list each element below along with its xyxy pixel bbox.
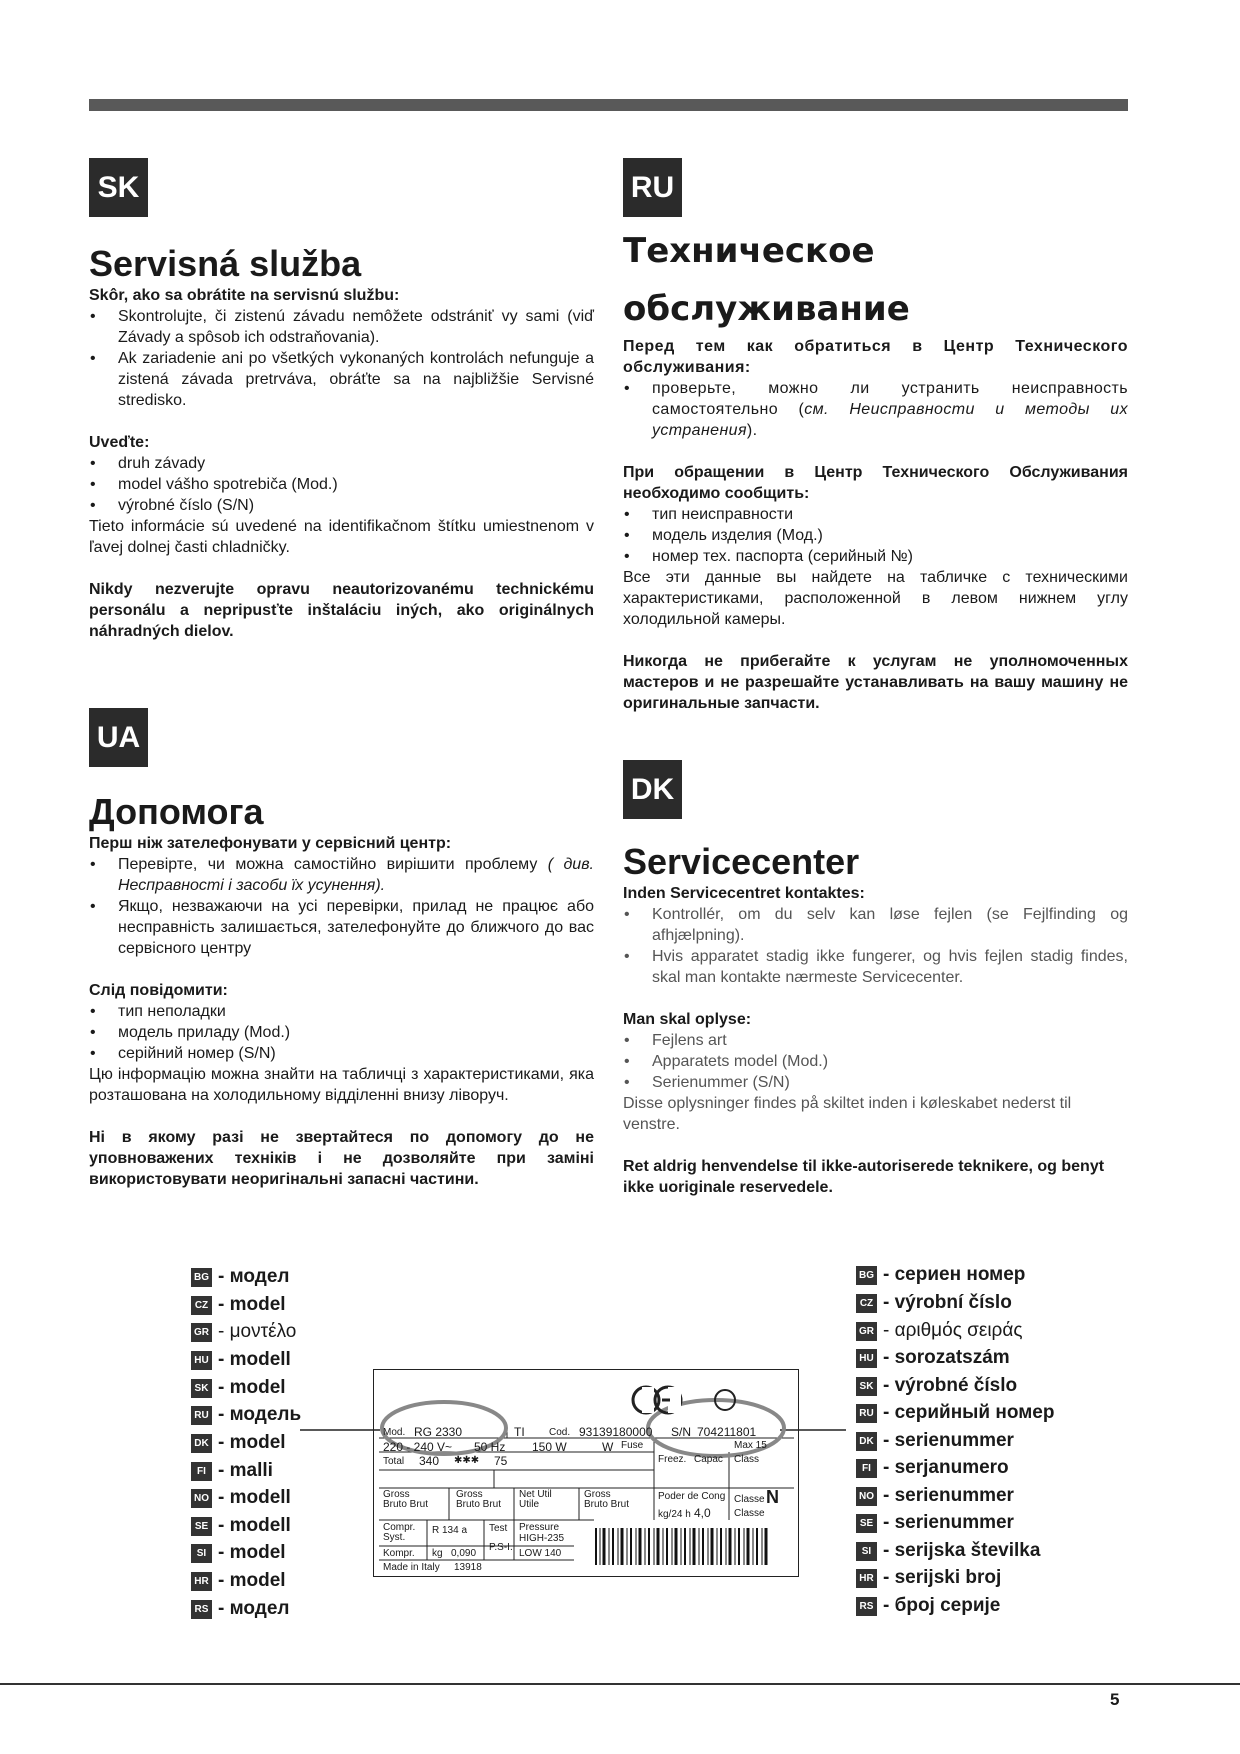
list-item: • Serienummer (S/N) [623, 1072, 1128, 1093]
sk-title: Servisná služba [89, 243, 362, 284]
label-text: - модел [218, 1598, 290, 1619]
plate-watts: 150 W [532, 1440, 567, 1454]
label-text: - μοντέλο [218, 1321, 297, 1342]
plate-classe-1: Classe [734, 1494, 765, 1505]
plate-made-in: Made in Italy [383, 1562, 440, 1573]
sk-info-note: Tieto informácie sú uvedené na identifikačnom štítku umiestnenom v ľavej dolnej časti chladničky. [89, 518, 594, 556]
ua-bullet1-ref: ( див. Несправності і засоби їх усунення). [118, 856, 595, 894]
plate-ti: TI [514, 1425, 525, 1439]
plate-net: Net Util Utile [519, 1489, 552, 1510]
label-text: - serienummer [883, 1512, 1014, 1533]
country-code: HU [191, 1351, 212, 1370]
plate-kompr: Kompr. [383, 1548, 415, 1559]
dk-title: Servicecenter [623, 841, 860, 882]
country-code: CZ [191, 1296, 212, 1315]
ru-warning: Никогда не прибегайте к услугам не уполномоченных мастеров и не разрешайте устанавливать на вашу машину не оригинальные запчасти. [623, 653, 1128, 712]
plate-sn-value: 704211801 [697, 1425, 757, 1439]
rating-plate [373, 1369, 799, 1577]
dk-info-note: Disse oplysninger findes på skiltet inden i køleskabet nederst til venstre. [623, 1095, 1072, 1133]
sk-warning: Nikdy nezverujte opravu neautorizovanému technickému personálu a nepripusťte inštaláciu iných, ako originálnych náhradných dielov. [89, 581, 594, 640]
plate-max: Max 15 [734, 1440, 767, 1451]
country-code: GR [191, 1323, 212, 1342]
plate-freezer-value: 75 [494, 1454, 508, 1468]
label-text: - модель [218, 1404, 302, 1425]
plate-w: W [602, 1440, 614, 1454]
plate-psi: P.S-I. [489, 1542, 513, 1553]
plate-test: Test [489, 1523, 508, 1534]
ru-bullet1-text: проверьте, можно ли устранить неисправность самостоятельно ( [652, 380, 1128, 418]
label-text: - model [218, 1377, 286, 1398]
label-text: - model [218, 1570, 286, 1591]
plate-hz: 50 Hz [474, 1440, 506, 1454]
label-text: - serienummer [883, 1430, 1014, 1451]
country-code: FI [856, 1459, 877, 1478]
country-code: HR [191, 1572, 212, 1591]
ua-warning: Ні в якому разі не звертайтеся по допомогу до не уповноважених техніків і не дозволяйте при заміні використовувати неоригінальні запасні частини. [89, 1129, 594, 1188]
plate-freez: Freez. [658, 1454, 687, 1465]
plate-low: LOW 140 [519, 1548, 562, 1559]
country-code: NO [856, 1487, 877, 1506]
plate-kg: kg [432, 1548, 443, 1559]
country-code: HR [856, 1569, 877, 1588]
plate-sn-label: S/N [671, 1425, 692, 1439]
label-text: - модел [218, 1266, 290, 1287]
ua-lead: Перш ніж зателефонувати у сервісний центр: [89, 835, 452, 852]
list-item: • модель приладу (Mod.) [89, 1022, 594, 1043]
footer-rule [0, 1683, 1240, 1685]
plate-fuse: Fuse [621, 1440, 644, 1451]
country-code: BG [191, 1268, 212, 1287]
list-item: • Якщо, незважаючи на усі перевірки, прилад не працює або несправність залишається, зателефонуйте до ближчого до вас сервісного центру [89, 896, 594, 959]
ru-info-heading: При обращении в Центр Технического Обслуживания необходимо сообщить: [623, 464, 1128, 502]
plate-grid [374, 1370, 798, 1576]
list-item: • Kontrollér, om du selv kan løse fejlen (se Fejlfinding og afhjælpning). [623, 904, 1128, 946]
dk-warning: Ret aldrig henvendelse til ikke-autoriserede teknikere, og benyt ikke uoriginale reservedele. [623, 1158, 1105, 1196]
list-item: • модель изделия (Мод.) [623, 525, 1128, 546]
list-item: • Ak zariadenie ani po všetkých vykonaných kontrolách nefunguje a zistená závada pretrváva, obráťte sa na najbližšie Servisné stredisko. [89, 348, 594, 411]
plate-cong-value: 4,0 [694, 1506, 711, 1520]
plate-refrigerant: R 134 a [432, 1525, 468, 1536]
ua-bullet1-text: Перевірте, чи можна самостійно вирішити проблему [118, 856, 548, 873]
label-text: - výrobné číslo [883, 1375, 1018, 1396]
ru-title-line2: обслуживание [623, 289, 910, 329]
country-code: SE [191, 1517, 212, 1536]
country-code: FI [191, 1462, 212, 1481]
plate-capac: Capac [694, 1454, 723, 1465]
list-item: • Skontrolujte, či zistenú závadu nemôžete odstrániť vy sami (viď Závady a spôsob ich odstraňovania). [89, 306, 594, 348]
label-text: - serijski broj [883, 1567, 1002, 1588]
country-code: NO [191, 1489, 212, 1508]
country-code: RS [191, 1600, 212, 1619]
sk-info-heading: Uveďte: [89, 434, 150, 451]
list-item: • výrobné číslo (S/N) [89, 495, 594, 516]
dk-lead: Inden Servicecentret kontaktes: [623, 885, 865, 902]
plate-cod-label: Cod. [549, 1427, 571, 1438]
list-item: • druh závady [89, 453, 594, 474]
plate-kg24: kg/24 h [658, 1509, 691, 1520]
label-text: - modell [218, 1349, 291, 1370]
country-code: RS [856, 1597, 877, 1616]
label-text: - serienummer [883, 1485, 1014, 1506]
country-code: SE [856, 1514, 877, 1533]
ru-info-note: Все эти данные вы найдете на табличке с техническими характеристиками, расположенной в левом нижнем углу холодильной камеры. [623, 569, 1128, 628]
plate-gross-1: Gross Bruto Brut [383, 1489, 429, 1510]
list-item: • Fejlens art [623, 1030, 1128, 1051]
plate-poder: Poder de Cong [658, 1491, 726, 1502]
label-text: - серийный номер [883, 1402, 1055, 1423]
plate-classe-2: Classe [734, 1508, 765, 1519]
plate-compr: Compr. Syst. [383, 1522, 416, 1543]
label-text: - сериен номер [883, 1264, 1026, 1285]
country-code: HU [856, 1349, 877, 1368]
country-code: RU [191, 1406, 212, 1425]
sk-badge: SK [89, 158, 148, 217]
ua-info-heading: Слід повідомити: [89, 982, 228, 999]
dk-badge: DK [623, 760, 682, 819]
ua-info-note: Цю інформацію можна знайти на табличці з характеристиками, яка розташована на холодильному відділенні внизу ліворуч. [89, 1066, 594, 1104]
country-code: CZ [856, 1294, 877, 1313]
label-text: - malli [218, 1460, 273, 1481]
list-item: • номер тех. паспорта (серийный №) [623, 546, 1128, 567]
ua-badge: UA [89, 708, 148, 767]
list-item: • Apparatets model (Mod.) [623, 1051, 1128, 1072]
plate-cod-value: 93139180000 [579, 1425, 653, 1439]
list-item: • тип неисправности [623, 504, 1128, 525]
list-item: • Hvis apparatet stadig ikke fungerer, og hvis fejlen stadig findes, skal man kontakte nærmeste Servicecenter. [623, 946, 1128, 988]
plate-high: HIGH-235 [519, 1533, 565, 1544]
country-code: DK [191, 1434, 212, 1453]
label-text: - serijska številka [883, 1540, 1041, 1561]
plate-pressure: Pressure [519, 1522, 560, 1533]
plate-total-label: Total [383, 1456, 405, 1467]
dk-info-heading: Man skal oplyse: [623, 1011, 752, 1028]
country-code: SK [191, 1379, 212, 1398]
country-code: SI [191, 1544, 212, 1563]
ru-badge: RU [623, 158, 682, 217]
label-text: - број серије [883, 1595, 1001, 1616]
list-item: • тип неполадки [89, 1001, 594, 1022]
list-item: • model vášho spotrebiča (Mod.) [89, 474, 594, 495]
plate-kg-value: 0,090 [451, 1548, 477, 1559]
country-code: SI [856, 1542, 877, 1561]
plate-total-value: 340 [419, 1454, 440, 1468]
plate-class-value: N [766, 1487, 779, 1507]
plate-class-label: Class [734, 1454, 760, 1465]
plate-gross-3: Gross Bruto Brut [584, 1489, 630, 1510]
plate-made-code: 13918 [454, 1562, 482, 1573]
country-code: DK [856, 1432, 877, 1451]
label-text: - αριθμός σειράς [883, 1320, 1023, 1341]
label-text: - model [218, 1542, 286, 1563]
list-item: • серійний номер (S/N) [89, 1043, 594, 1064]
sk-lead: Skôr, ako sa obrátite na servisnú službu: [89, 287, 400, 304]
label-text: - modell [218, 1487, 291, 1508]
plate-voltage: 220 - 240 V~ [383, 1440, 453, 1454]
ru-bullet1-end: ). [746, 422, 758, 439]
country-code: RU [856, 1404, 877, 1423]
country-code: GR [856, 1322, 877, 1341]
label-text: - sorozatszám [883, 1347, 1010, 1368]
plate-mod-label: Mod. [383, 1427, 406, 1438]
plate-stars: ✱✱✱ [454, 1455, 480, 1466]
ua-title: Допомога [89, 791, 264, 832]
country-code: BG [856, 1266, 877, 1285]
label-text: - modell [218, 1515, 291, 1536]
country-code: SK [856, 1377, 877, 1396]
ru-lead: Перед тем как обратиться в Центр Технического обслуживания: [623, 338, 1128, 376]
page-number: 5 [1110, 1690, 1120, 1709]
label-text: - model [218, 1432, 286, 1453]
plate-mod-value: RG 2330 [414, 1425, 463, 1439]
ru-title-line1: Техническое [623, 231, 875, 271]
label-text: - výrobní číslo [883, 1292, 1012, 1313]
ru-bullet1-ref: см. Неисправности и методы их устранения [652, 401, 1128, 439]
plate-gross-2: Gross Bruto Brut [456, 1489, 502, 1510]
label-text: - model [218, 1294, 286, 1315]
label-text: - serjanumero [883, 1457, 1009, 1478]
